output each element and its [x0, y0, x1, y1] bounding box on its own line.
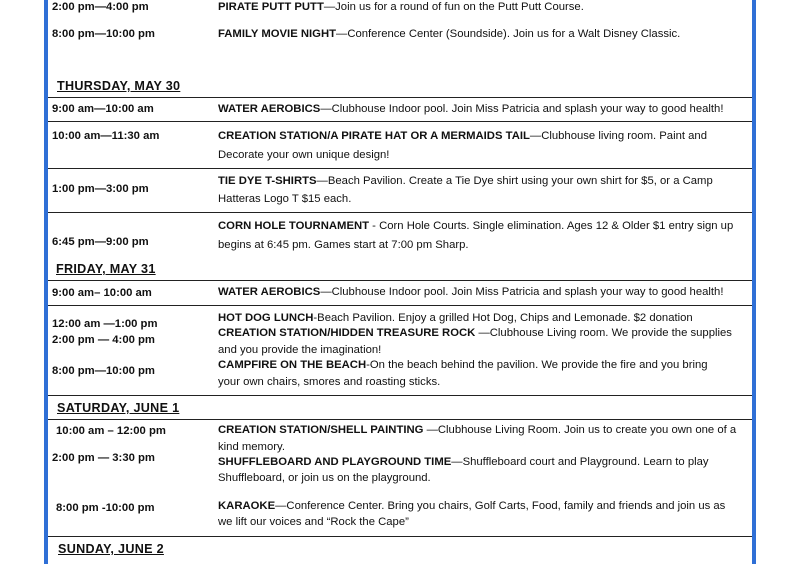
event-thu-creation-line2: Decorate your own unique design!	[218, 149, 390, 161]
event-title: WATER AEROBICS	[218, 103, 321, 115]
event-desc: —Conference Center. Bring you chairs, Golf Carts, Food, family and friends and join us as	[275, 500, 726, 512]
event-fri-campfire	[218, 358, 708, 374]
divider	[48, 280, 752, 281]
event-sat-shuffle-line2: Shuffleboard, or join us on the playground.	[218, 472, 431, 484]
event-title: PIRATE PUTT PUTT	[218, 1, 324, 13]
event-desc: -On the beach behind the pavilion. We provide the fire and you bring	[366, 359, 708, 371]
event-fri-creation-line2: and you provide the imagination!	[218, 344, 382, 356]
time-fri-water: 9:00 am– 10:00 am	[52, 287, 152, 299]
event-fri-campfire-line2: your own chairs, smores and roasting sticks.	[218, 376, 441, 388]
time-thu-cornhole: 6:45 pm—9:00 pm	[52, 236, 149, 248]
event-title: HOT DOG LUNCH	[218, 312, 314, 324]
event-desc: —Clubhouse Living Room. Join us to create you own one of a	[423, 424, 737, 436]
event-thu-tiedye	[218, 174, 713, 190]
divider	[48, 97, 752, 98]
divider	[48, 395, 752, 396]
day-heading-sunday: SUNDAY, JUNE 2	[58, 542, 164, 556]
day-heading-thursday: THURSDAY, MAY 30	[57, 79, 181, 93]
time-pirate-putt: 2:00 pm—4:00 pm	[52, 1, 149, 13]
event-title: CREATION STATION/SHELL PAINTING	[218, 424, 424, 436]
event-title: CORN HOLE TOURNAMENT	[218, 220, 370, 232]
event-desc: —Conference Center (Soundside). Join us for a Walt Disney Classic.	[336, 28, 681, 40]
time-sat-shell: 10:00 am – 12:00 pm	[56, 425, 166, 437]
event-fri-hotdog	[218, 311, 693, 327]
event-desc: —Join us for a round of fun on the Putt Putt Course.	[323, 1, 584, 13]
event-title: CREATION STATION/A PIRATE HAT OR A MERMAIDS TAIL	[218, 130, 530, 142]
event-title: CAMPFIRE ON THE BEACH	[218, 359, 367, 371]
event-title: TIE DYE T-SHIRTS	[218, 175, 317, 187]
event-thu-tiedye-line2: Hatteras Logo T $15 each.	[218, 193, 352, 205]
time-fri-creation: 2:00 pm — 4:00 pm	[52, 334, 155, 346]
event-thu-cornhole-line2: begins at 6:45 pm. Games start at 7:00 pm Sharp.	[218, 239, 469, 251]
event-desc: —Clubhouse living room. Paint and	[529, 130, 707, 142]
event-thu-water	[218, 102, 723, 118]
divider	[48, 305, 752, 306]
divider	[48, 168, 752, 169]
divider	[48, 212, 752, 213]
time-fri-hotdog: 12:00 am —1:00 pm	[52, 318, 158, 330]
event-movie-night	[218, 27, 680, 43]
time-sat-shuffle: 2:00 pm — 3:30 pm	[52, 452, 155, 464]
event-desc: —Clubhouse Indoor pool. Join Miss Patricia and splash your way to good health!	[320, 286, 724, 298]
event-sat-shuffle	[218, 455, 709, 471]
event-desc: - Corn Hole Courts. Single elimination. Ages 12 & Older $1 entry sign up	[369, 220, 734, 232]
day-heading-friday: FRIDAY, MAY 31	[56, 262, 156, 276]
event-fri-creation	[218, 326, 732, 342]
event-desc: —Clubhouse Living room. We provide the supplies	[478, 327, 732, 339]
divider	[48, 536, 752, 537]
time-sat-karaoke: 8:00 pm -10:00 pm	[56, 502, 155, 514]
time-movie-night: 8:00 pm—10:00 pm	[52, 28, 155, 40]
time-thu-water: 9:00 am—10:00 am	[52, 103, 154, 115]
time-thu-tiedye: 1:00 pm—3:00 pm	[52, 183, 149, 195]
event-title: SHUFFLEBOARD AND PLAYGROUND TIME	[218, 456, 452, 468]
event-fri-water	[218, 285, 723, 301]
event-desc: —Beach Pavilion. Create a Tie Dye shirt using your own shirt for $5, or a Camp	[316, 175, 713, 187]
event-sat-karaoke-line2: we lift our voices and “Rock the Cape”	[218, 516, 409, 528]
time-thu-creation: 10:00 am—11:30 am	[52, 130, 160, 142]
event-pirate-putt	[218, 0, 584, 16]
time-fri-campfire: 8:00 pm—10:00 pm	[52, 365, 155, 377]
event-desc: —Clubhouse Indoor pool. Join Miss Patricia and splash your way to good health!	[320, 103, 724, 115]
day-heading-saturday: SATURDAY, JUNE 1	[57, 401, 180, 415]
divider	[48, 121, 752, 122]
event-sat-karaoke	[218, 499, 725, 515]
event-title: CREATION STATION/HIDDEN TREASURE ROCK	[218, 327, 479, 339]
event-sat-shell	[218, 423, 736, 439]
event-title: WATER AEROBICS	[218, 286, 321, 298]
event-desc: —Shuffleboard court and Playground. Learn to play	[451, 456, 709, 468]
divider	[48, 419, 752, 420]
event-desc: -Beach Pavilion. Enjoy a grilled Hot Dog, Chips and Lemonade. $2 donation	[313, 312, 693, 324]
event-thu-cornhole	[218, 219, 733, 235]
event-thu-creation	[218, 129, 707, 145]
event-title: KARAOKE	[218, 500, 276, 512]
event-sat-shell-line2: kind memory.	[218, 441, 285, 453]
event-title: FAMILY MOVIE NIGHT	[218, 28, 337, 40]
